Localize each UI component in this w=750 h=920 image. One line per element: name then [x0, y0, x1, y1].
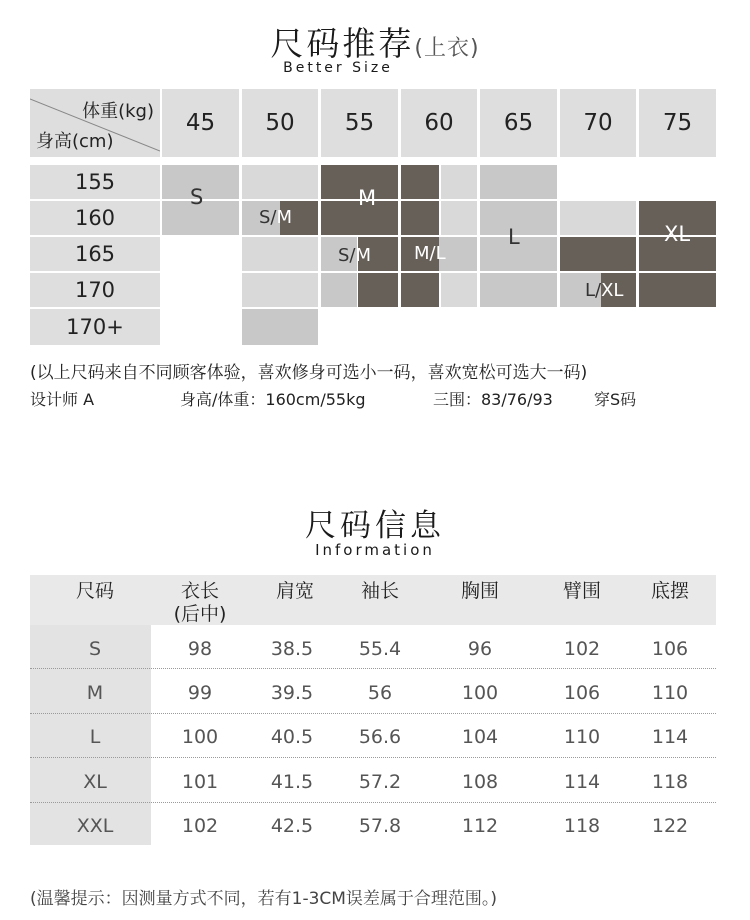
size-label-sm: S/M — [259, 207, 293, 228]
table-cell: 100 — [181, 726, 219, 748]
table-cell: 99 — [187, 682, 213, 704]
grid-cell — [560, 201, 636, 235]
row-divider — [30, 668, 716, 669]
size-label-s: S — [190, 185, 204, 209]
recommend-note: (以上尺码来自不同顾客体验，喜欢修身可选小一码，喜欢宽松可选大一码) — [30, 363, 588, 383]
table-size-cell: XXL — [76, 815, 114, 837]
table-cell: 101 — [181, 771, 219, 793]
table-cell: 41.5 — [270, 771, 314, 793]
col-header-arm: 臂围 — [562, 580, 601, 602]
designer-measurements: 三围：83/76/93 — [433, 390, 553, 409]
grid-cell — [441, 165, 477, 199]
info-note: (温馨提示：因测量方式不同，若有1-3CM误差属于合理范围。) — [30, 889, 498, 909]
grid-cell — [639, 273, 716, 307]
table-cell: 39.5 — [270, 682, 314, 704]
size-label-ml: M/L — [414, 243, 446, 264]
info-subtitle: Information — [315, 541, 435, 559]
table-size-cell: L — [89, 726, 101, 748]
designer-name: 设计师 A — [30, 390, 95, 409]
row-divider — [30, 713, 716, 714]
grid-cell — [441, 273, 477, 307]
col-header-size: 尺码 — [75, 580, 114, 602]
size-label-lxl: L/XL — [585, 280, 624, 301]
recommend-title — [0, 18, 750, 65]
table-cell: 118 — [651, 771, 689, 793]
table-cell: 114 — [651, 726, 689, 748]
table-cell: 110 — [651, 682, 689, 704]
weight-header: 60 — [401, 89, 477, 157]
height-header: 155 — [30, 165, 160, 199]
info-title: 尺码信息 — [305, 508, 445, 544]
designer-height-weight: 身高/体重：160cm/55kg — [180, 390, 366, 409]
table-cell: 96 — [467, 638, 493, 660]
table-cell: 57.8 — [358, 815, 402, 837]
height-header: 170 — [30, 273, 160, 307]
table-cell: 38.5 — [270, 638, 314, 660]
grid-cell — [480, 273, 557, 307]
size-label-sm: S/M — [338, 245, 372, 266]
table-cell: 122 — [651, 815, 689, 837]
height-header: 170+ — [30, 309, 160, 345]
recommend-subtitle: Better Size — [283, 60, 393, 76]
row-divider — [30, 757, 716, 758]
grid-cell — [242, 165, 318, 199]
table-size-cell: S — [88, 638, 102, 660]
table-cell: 106 — [563, 682, 601, 704]
height-header: 165 — [30, 237, 160, 271]
col-header-chest: 胸围 — [460, 580, 499, 602]
table-cell: 102 — [563, 638, 601, 660]
grid-cell — [401, 201, 439, 235]
grid-cell — [441, 201, 477, 235]
grid-cell — [401, 165, 439, 199]
size-label-xl: XL — [664, 222, 691, 246]
col-header-length: 衣长 (后中) — [173, 580, 227, 625]
table-cell: 55.4 — [358, 638, 402, 660]
designer-size: 穿S码 — [594, 390, 637, 409]
table-cell: 56.6 — [358, 726, 402, 748]
table-cell: 56 — [367, 682, 393, 704]
grid-cell — [358, 273, 398, 307]
corner-weight-label: 体重(kg) — [82, 101, 154, 122]
table-cell: 106 — [651, 638, 689, 660]
grid-cell — [321, 273, 357, 307]
weight-header: 45 — [162, 89, 239, 157]
grid-cell — [242, 309, 318, 345]
size-label-m: M — [358, 186, 377, 210]
table-cell: 98 — [187, 638, 213, 660]
weight-header: 75 — [639, 89, 716, 157]
table-size-cell: M — [86, 682, 104, 704]
grid-cell — [242, 237, 318, 271]
table-cell: 40.5 — [270, 726, 314, 748]
col-header-hem: 底摆 — [650, 580, 689, 602]
table-cell: 118 — [563, 815, 601, 837]
size-label-l: L — [508, 225, 520, 249]
table-cell: 42.5 — [270, 815, 314, 837]
table-cell: 114 — [563, 771, 601, 793]
table-cell: 100 — [461, 682, 499, 704]
table-cell: 110 — [563, 726, 601, 748]
grid-cell — [242, 273, 318, 307]
grid-cell — [401, 273, 439, 307]
table-cell: 112 — [461, 815, 499, 837]
col-header-shoulder: 肩宽 — [275, 580, 314, 602]
weight-header: 70 — [560, 89, 636, 157]
table-cell: 108 — [461, 771, 499, 793]
grid-cell — [560, 237, 636, 271]
corner-height-label: 身高(cm) — [36, 131, 114, 152]
weight-header: 65 — [480, 89, 557, 157]
recommend-title-paren: (上衣) — [414, 36, 480, 61]
height-header: 160 — [30, 201, 160, 235]
row-divider — [30, 802, 716, 803]
weight-header: 55 — [321, 89, 398, 157]
grid-cell — [480, 165, 557, 199]
col-header-sleeve: 袖长 — [360, 580, 399, 602]
table-size-cell: XL — [83, 771, 107, 793]
weight-header: 50 — [242, 89, 318, 157]
table-cell: 57.2 — [358, 771, 402, 793]
recommend-title-main: 尺码推荐 — [270, 24, 415, 63]
table-cell: 104 — [461, 726, 499, 748]
table-cell: 102 — [181, 815, 219, 837]
grid-corner — [30, 89, 160, 157]
